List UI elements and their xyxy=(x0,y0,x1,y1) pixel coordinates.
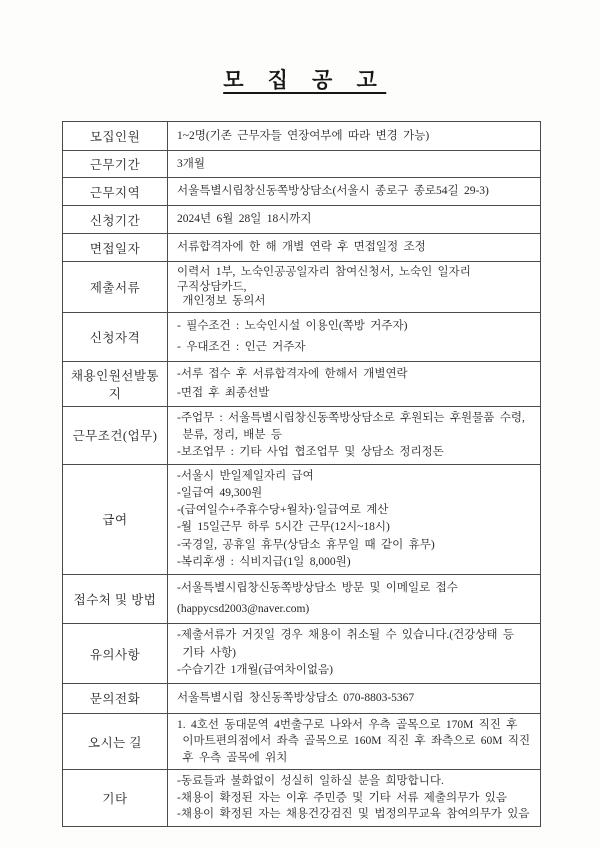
content-line: -서울시 반일제일자리 급여 xyxy=(177,469,314,482)
content-line: -수습기간 1개월(급여차이없음) xyxy=(177,664,333,677)
row-content xyxy=(168,313,540,361)
table-row-application-period xyxy=(63,206,540,234)
table-row-contact-phone xyxy=(63,684,540,714)
row-content xyxy=(168,234,540,261)
table-row-selection-notice xyxy=(63,362,540,407)
content-line: 1~2명(기존 근무자들 연장여부에 따라 변경 가능) xyxy=(177,129,430,142)
row-label: 근무조건(업무) xyxy=(63,407,168,464)
table-row-required-documents xyxy=(63,262,540,313)
table-row-work-period xyxy=(63,151,540,178)
content-line: 서울특별시립 창신동쪽방상담소 070-8803-5367 xyxy=(177,691,415,704)
row-content xyxy=(168,770,540,826)
content-line: 2024년 6월 28일 18시까지 xyxy=(177,213,312,225)
row-content xyxy=(168,362,540,406)
content-line: -동료들과 불화없이 성실히 일하실 분을 희망합니다. xyxy=(177,775,444,788)
content-line: - 필수조건 : 노숙인시설 이용인(쪽방 거주자) xyxy=(177,319,408,332)
row-content xyxy=(168,206,540,233)
content-line: -(급여일수+주휴수당+월차)·일급여로 계산 xyxy=(177,504,389,517)
table-row-directions xyxy=(63,714,540,771)
content-line: -제출서류가 거짓일 경우 채용이 취소될 수 있습니다.(건강상태 등 xyxy=(177,629,514,642)
row-label: 문의전화 xyxy=(63,684,168,713)
content-line: -면접 후 최종선발 xyxy=(177,386,270,399)
row-label: 급여 xyxy=(63,465,168,575)
row-label: 유의사항 xyxy=(63,624,168,683)
row-label: 제출서류 xyxy=(63,262,168,312)
content-line: -복리후생 : 식비지급(1일 8,000원) xyxy=(177,555,351,568)
content-line: 3개월 xyxy=(177,157,205,170)
content-line: -보조업무 : 기타 사업 협조업무 및 상담소 정리정돈 xyxy=(177,445,444,458)
table-row-salary xyxy=(63,465,540,576)
content-line: -월 15일근무 하루 5시간 근무(12시~18시) xyxy=(177,521,390,534)
row-content xyxy=(168,407,540,464)
row-label: 신청자격 xyxy=(63,313,168,361)
content-line: -주업무 : 서울특별시립창신동쪽방상담소로 후원되는 후원물품 수령, xyxy=(177,411,525,424)
row-label: 신청기간 xyxy=(63,206,168,233)
content-line: -채용이 확정된 자는 이후 주민증 및 기타 서류 제출의무가 있음 xyxy=(177,791,507,804)
row-content xyxy=(168,624,540,683)
table-row-notes xyxy=(63,624,540,684)
table-row-work-conditions xyxy=(63,407,540,465)
recruitment-table xyxy=(62,121,541,827)
content-line: - 우대조건 : 인근 거주자 xyxy=(177,340,306,353)
row-content xyxy=(168,262,540,312)
row-content xyxy=(168,575,540,623)
row-label: 근무지역 xyxy=(63,178,168,205)
content-line: 서류합격자에 한 해 개별 연락 후 면접일정 조정 xyxy=(177,241,426,253)
row-content xyxy=(168,465,540,575)
content-line: 이력서 1부, 노숙인공공일자리 참여신청서, 노숙인 일자리 xyxy=(177,266,471,278)
row-content xyxy=(168,122,540,150)
content-line email-text: (happycsd2003@naver.com) xyxy=(177,603,310,616)
content-line: 후 우측 골목에 위치 xyxy=(177,751,288,764)
row-content xyxy=(168,178,540,205)
table-row-interview-date xyxy=(63,234,540,262)
row-content xyxy=(168,714,540,770)
row-label: 채용인원선발통지 xyxy=(63,362,168,406)
content-line: -서루 접수 후 서류합격자에 한해서 개별연락 xyxy=(177,367,408,380)
content-line: 이마트편의점에서 좌측 골목으로 160M 직진 후 좌측으로 60M 직진 xyxy=(177,735,531,748)
content-line: -채용이 확정된 자는 채용건강검진 및 법정의무교육 참여의무가 있음 xyxy=(177,808,530,821)
content-line: -일급여 49,300원 xyxy=(177,486,263,499)
content-line: -국경일, 공휴일 휴무(상담소 휴무일 때 같이 휴무) xyxy=(177,538,435,551)
table-row-work-location xyxy=(63,178,540,206)
content-line: 기타 사항) xyxy=(177,646,237,659)
row-label: 모집인원 xyxy=(63,122,168,150)
row-label: 오시는 길 xyxy=(63,714,168,770)
row-label: 기타 xyxy=(63,770,168,826)
row-content xyxy=(168,151,540,177)
page-title: 모 집 공 고 xyxy=(223,68,387,92)
content-line: 구직상담카드, xyxy=(177,280,247,293)
table-row-application-method xyxy=(63,575,540,624)
table-row-qualifications xyxy=(63,313,540,362)
content-line: 개인정보 동의서 xyxy=(177,295,266,307)
content-line: 분류, 정리, 배분 등 xyxy=(177,428,283,441)
row-label: 근무기간 xyxy=(63,151,168,177)
row-label: 접수처 및 방법 xyxy=(63,575,168,623)
row-label: 면접일자 xyxy=(63,234,168,261)
table-row-etc xyxy=(63,770,540,826)
content-line: 1. 4호선 동대문역 4번출구로 나와서 우측 골목으로 170M 직진 후 xyxy=(177,718,518,731)
content-line: 서울특별시립창신동쪽방상담소(서울시 종로구 종로54길 29-3) xyxy=(177,185,489,197)
content-line: -서울특별시립창신동쪽방상담소 방문 및 이메일로 접수 xyxy=(177,582,458,595)
row-content xyxy=(168,684,540,713)
table-row-recruit-count xyxy=(63,122,540,151)
